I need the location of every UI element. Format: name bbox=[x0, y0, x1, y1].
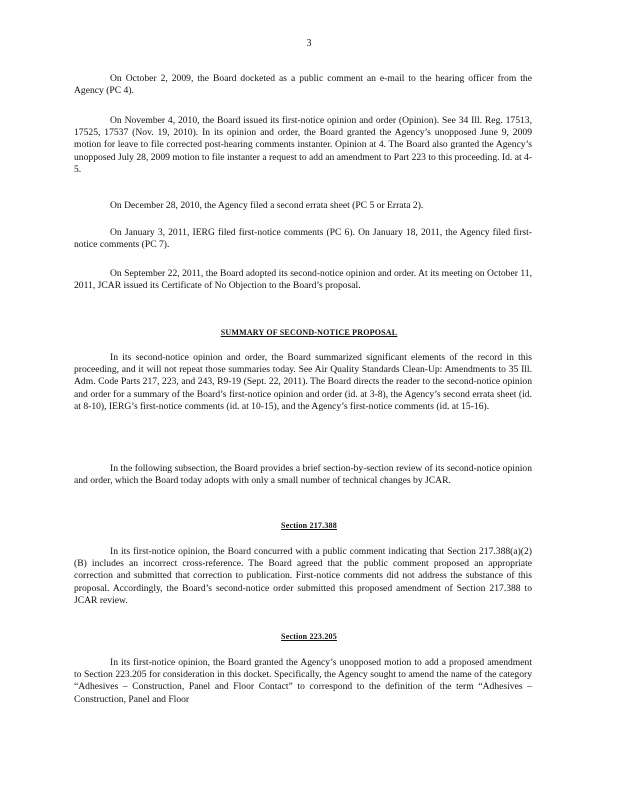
summary-paragraph-1: In its second-notice opinion and order, the Board summarized significant elements of the record in this proceeding, and it will not repeat those summaries today. See Air Quality Standards Clean-Up: Amendments to 35 Ill. Adm. Code Parts 217, 223, and 243, R9-19 (Sept. 22, 2011). The Board directs the reader to the second-notice opinion and order for a summary of the Board’s first-notice opinion and order (id. at 3-8), the Agency’s second errata sheet (id. at 8-10), IERG’s first-notice comments (id. at 10-15), and the Agency’s first-notice comments (id. at 15-16). bbox=[74, 352, 532, 412]
summary-heading bbox=[0, 327, 618, 339]
summary-paragraph-2: In the following subsection, the Board provides a brief section-by-section review of its second-notice opinion and order, which the Board today adopts with only a small number of technical changes by JCAR. bbox=[74, 463, 532, 487]
section-223-205-heading-text: Section 223.205 bbox=[281, 632, 337, 641]
summary-heading-text: SUMMARY OF SECOND-NOTICE PROPOSAL bbox=[220, 328, 398, 337]
section-217-388-heading bbox=[0, 520, 618, 532]
section-217-388-paragraph: In its first-notice opinion, the Board concurred with a public comment indicating that Section 217.388(a)(2)(B) includes an incorrect cross-reference. The Board agreed that the public comment proposed an appropriate correction and submitted that correction to publication. First-notice comments did not address the substance of this proposal. Accordingly, the Board’s second-notice order submitted this proposed amendment of Section 217.388 to JCAR review. bbox=[74, 546, 532, 606]
paragraph-dec-2010: On December 28, 2010, the Agency filed a second errata sheet (PC 5 or Errata 2). bbox=[110, 200, 424, 211]
paragraph-oct-2009: On October 2, 2009, the Board docketed as a public comment an e-mail to the hearing officer from the Agency (PC 4). bbox=[74, 73, 532, 97]
paragraph-nov-2010: On November 4, 2010, the Board issued its first-notice opinion and order (Opinion). See 34 Ill. Reg. 17513, 17525, 17537 (Nov. 19, 2010). In its opinion and order, the Board granted the Agency’s unopposed June 9, 2009 motion for leave to file corrected post-hearing comments instanter. Opinion at 4. The Board also granted the Agency’s unopposed July 28, 2009 motion to file instanter a request to add an amendment to Part 223 to this proceeding. Id. at 4-5. bbox=[74, 115, 533, 175]
paragraph-jan-2011: On January 3, 2011, IERG filed first-notice comments (PC 6). On January 18, 2011, the Agency filed first-notice comments (PC 7). bbox=[74, 227, 532, 251]
section-223-205-paragraph: In its first-notice opinion, the Board granted the Agency’s unopposed motion to add a proposed amendment to Section 223.205 for consideration in this docket. Specifically, the Agency sought to amend the name of the category “Adhesives – Construction, Panel and Floor Contact” to correspond to the definition of the term “Adhesives – Construction, Panel and Floor bbox=[74, 657, 532, 705]
section-217-388-heading-text: Section 217.388 bbox=[281, 521, 337, 530]
paragraph-sep-2011: On September 22, 2011, the Board adopted its second-notice opinion and order. At its meeting on October 11, 2011, JCAR issued its Certificate of No Objection to the Board’s proposal. bbox=[74, 268, 532, 292]
section-223-205-heading bbox=[0, 631, 618, 643]
page-number: 3 bbox=[306, 38, 312, 49]
